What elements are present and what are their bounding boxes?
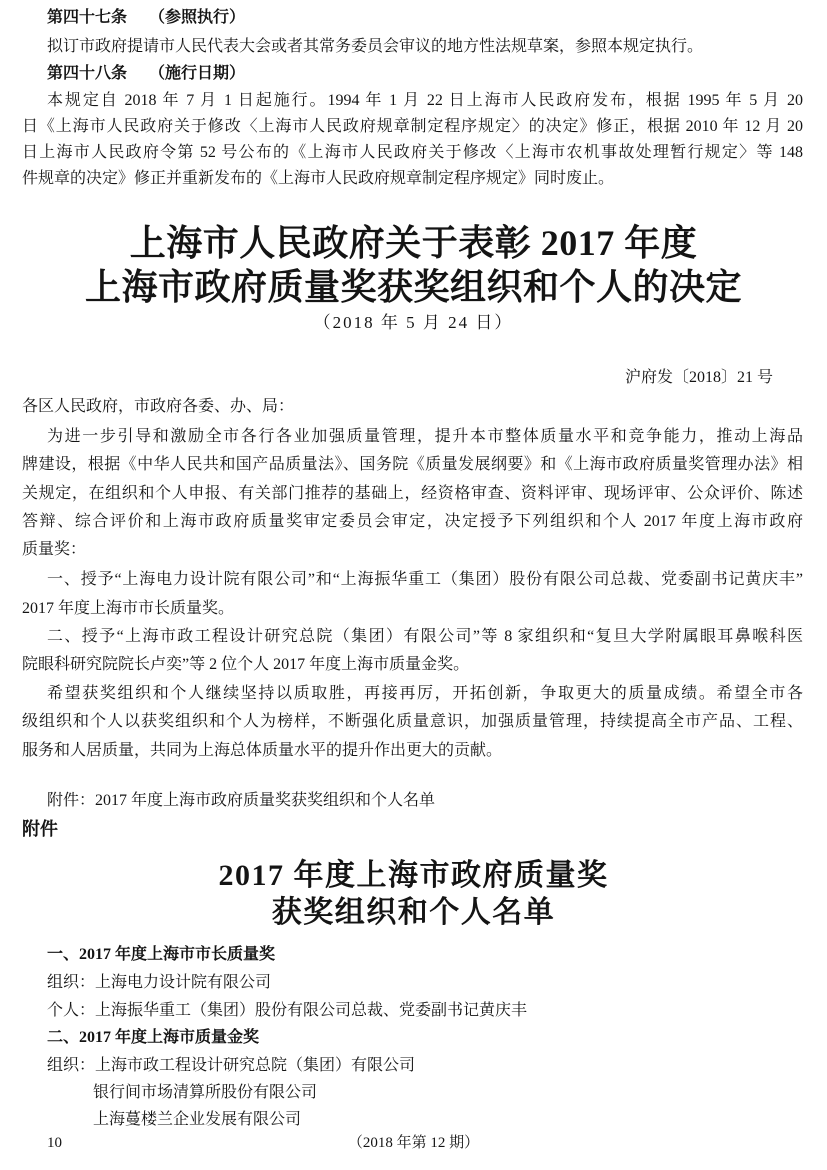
award-person: 上海振华重工（集团）股份有限公司总裁、党委副书记黄庆丰 [95,1002,528,1019]
decision-title-line: 上海市政府质量奖获奖组织和个人的决定 [84,267,742,307]
award-section-heading: 二、2017 年度上海市质量金奖 [47,1029,260,1046]
attachment-note: 附件：2017 年度上海市政府质量奖获奖组织和个人名单 [47,792,436,809]
award-person-row [47,1000,803,1022]
article-48-line: 日上海市人民政府令第 52 号公布的《上海市人民政府关于修改〈上海市农机事故处理暂行规定〉等 148 [22,144,803,161]
article-48-line: 件规章的决定》修正并重新发布的《上海市人民政府规章制定程序规定》同时废止。 [22,170,615,187]
attachment-label: 附件 [22,819,58,839]
decision-doc-number: 沪府发〔2018〕21 号 [624,369,773,386]
article-47-heading [47,7,803,29]
article-48-line: 本规定自 2018 年 7 月 1 日起施行。1994 年 1 月 22 日上海市人民政府发布，根据 1995 年 5 月 20 [47,92,803,109]
article-48-line: 日《上海市人民政府关于修改〈上海市人民政府规章制定程序规定〉的决定》修正，根据 2010 年 12 月 20 [22,118,803,135]
article-47-text: 拟订市政府提请市人民代表大会或者其常务委员会审议的地方性法规草案，参照本规定执行。 [47,38,704,55]
page-number: 10 [47,1135,62,1151]
decision-paragraph-line: 二、授予“上海市政工程设计研究总院（集团）有限公司”等 8 家组织和“复旦大学附属眼耳鼻喉科医 [47,628,803,645]
decision-paragraph-line: 院眼科研究院院长卢奕”等 2 位个人 2017 年度上海市质量金奖。 [22,656,470,673]
article-48-title: （施行日期） [149,65,246,82]
decision-paragraph-line: 答辩、综合评价和上海市政府质量奖审定委员会审定，决定授予下列组织和个人 2017 年度上海市政府 [22,513,803,530]
article-48-number: 第四十八条 [47,65,128,82]
decision-paragraph-line: 关规定，在组织和个人申报、有关部门推荐的基础上，经资格审查、资料评审、现场评审、公众评价、陈述 [22,485,803,502]
issue-label: （2018 年第 12 期） [347,1135,480,1151]
decision-date: （2018 年 5 月 24 日） [313,313,514,332]
article-48-heading [47,63,803,85]
decision-paragraph-line: 质量奖： [22,541,87,558]
award-organization-row [47,1055,803,1077]
award-organization-row [47,972,803,994]
decision-title-line: 上海市人民政府关于表彰 2017 年度 [129,223,698,263]
award-organization: 上海蔓楼兰企业发展有限公司 [93,1111,302,1128]
attachment-title-line: 2017 年度上海市政府质量奖 [218,859,609,892]
decision-addressee: 各区人民政府，市政府各委、办、局： [22,398,295,415]
decision-paragraph-line: 一、授予“上海电力设计院有限公司”和“上海振华重工（集团）股份有限公司总裁、党委副书记黄庆丰” [47,571,803,588]
decision-paragraph-line: 级组织和个人以获奖组织和个人为榜样，不断强化质量意识，加强质量管理，持续提高全市产品、工程、 [22,713,803,730]
decision-paragraph-line: 为进一步引导和激励全市各行各业加强质量管理，提升本市整体质量水平和竞争能力，推动上海品 [47,428,803,445]
article-47-title: （参照执行） [149,9,246,26]
decision-paragraph-line: 服务和人居质量，共同为上海总体质量水平的提升作出更大的贡献。 [22,742,503,759]
award-organization: 上海电力设计院有限公司 [95,974,272,991]
attachment-title-line: 获奖组织和个人名单 [271,896,556,929]
award-person-label: 个人： [47,1002,96,1019]
article-47-number: 第四十七条 [47,9,128,26]
award-organization: 银行间市场清算所股份有限公司 [93,1084,318,1101]
award-org-label: 组织： [47,1057,96,1074]
award-org-label: 组织： [47,974,96,991]
decision-paragraph-line: 希望获奖组织和个人继续坚持以质取胜，再接再厉，开拓创新，争取更大的质量成绩。希望全市各 [47,685,803,702]
decision-paragraph-line: 2017 年度上海市市长质量奖。 [22,600,235,617]
decision-paragraph-line: 牌建设，根据《中华人民共和国产品质量法》、国务院《质量发展纲要》和《上海市政府质量奖管理办法》相 [22,456,803,473]
award-organization: 上海市政工程设计研究总院（集团）有限公司 [95,1057,416,1074]
award-section-heading: 一、2017 年度上海市市长质量奖 [47,946,276,963]
